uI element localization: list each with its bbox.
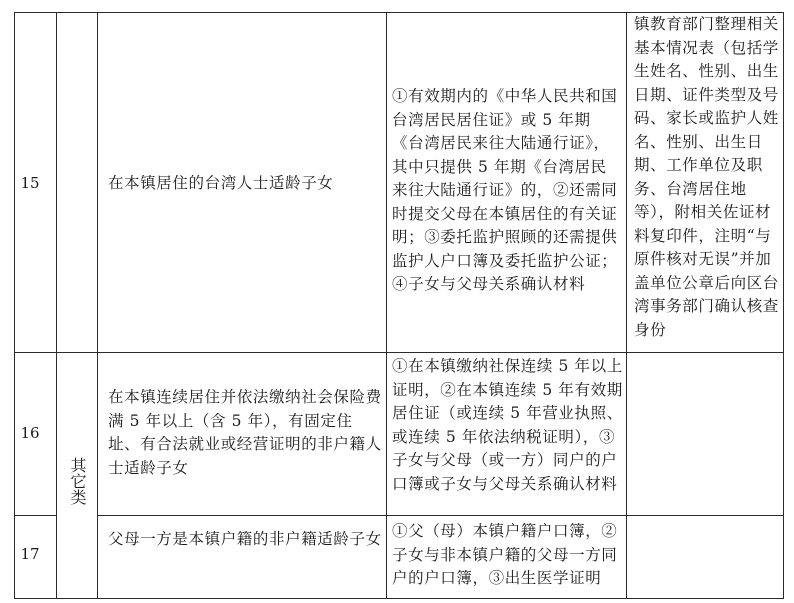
- column-divider: [386, 12, 387, 599]
- required-materials-text: ①父（母）本镇户籍户口簿，②子女与非本镇户籍的父母一方同户的户口簿，③出生医学证明: [392, 522, 618, 587]
- row-divider: [97, 515, 783, 516]
- enrollment-category-text: 在本镇连续居住并依法缴纳社会保险费满 5 年以上（含 5 年），有固定住址、有合法就业或经营证明的非户籍人士适龄子女: [108, 388, 382, 477]
- column-divider: [97, 12, 98, 599]
- required-materials-text: ①有效期内的《中华人民共和国台湾居民居住证》或 5 年期《台湾居民来往大陆通行证》，其中只提供 5 年期《台湾居民来往大陆通行证》的，②还需同时提交父母在本镇居住的有关证明；③委托监护照顾的还需提供监护人户口簿及委托监护公证；④子女与父母关系确认材料: [392, 87, 618, 293]
- row-number: 16: [20, 424, 40, 442]
- row-number: 15: [20, 174, 40, 192]
- table-border-bottom: [14, 598, 783, 599]
- row-divider: [14, 352, 783, 353]
- table-border-left: [14, 12, 15, 599]
- enrollment-category-text: 在本镇居住的台湾人士适龄子女: [108, 174, 334, 192]
- required-materials-text: ①在本镇缴纳社保连续 5 年以上证明，②在本镇连续 5 年有效期居住证（或连续 5 年营业执照、或连续 5 年依法纳税证明），③子女与父母（或一方）同户的户口簿或子女与父母关系确认材料: [392, 357, 623, 493]
- row-number: 17: [20, 545, 40, 563]
- column-divider: [626, 12, 627, 599]
- verification-note-text: 镇教育部门整理相关基本情况表（包括学生姓名、性别、出生日期、证件类型及号码、家长或监护人姓名、性别、出生日期、工作单位及职务、台湾居住地等），附相关佐证材料复印件，注明“与原件核对无误”并加盖单位公章后向区台湾事务部门确认核查身份: [634, 15, 779, 339]
- table-border-right: [783, 12, 784, 599]
- category-label: 其它类: [68, 457, 87, 505]
- row-divider: [14, 515, 56, 516]
- enrollment-category-text: 父母一方是本镇户籍的非户籍适龄子女: [108, 530, 382, 548]
